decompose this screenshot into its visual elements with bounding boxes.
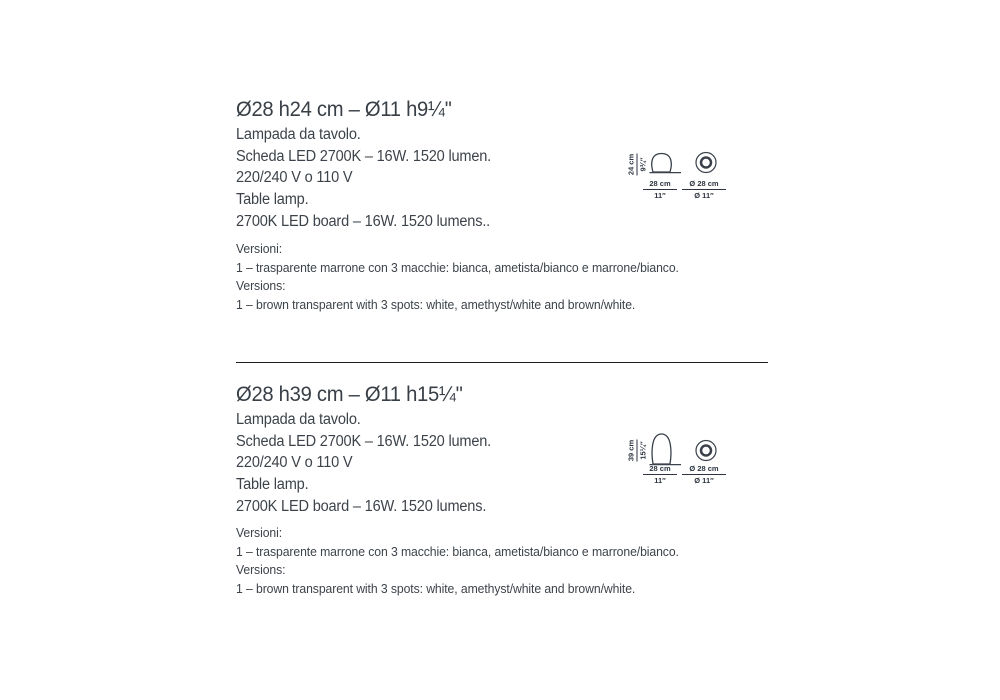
diameter-dimension-label: [682, 179, 726, 200]
variant-description: [236, 124, 491, 233]
versions-block: [236, 240, 679, 314]
versions-line: Versioni:: [236, 241, 283, 256]
height-cm-value: 24 cm: [626, 153, 636, 176]
diameter-dimension-label: [682, 464, 726, 485]
description-line: 2700K LED board – 16W. 1520 lumens.: [236, 497, 487, 515]
section-divider: [236, 362, 768, 363]
versions-line: 1 – trasparente marrone con 3 macchie: bianca, ametista/bianco e marrone/bianco.: [236, 259, 679, 275]
diameter-cm-value: Ø 28 cm: [682, 179, 726, 190]
lamp-top-view-icon: [693, 150, 719, 176]
variant-description: [236, 409, 491, 518]
diameter-in-value: Ø 11″: [694, 476, 714, 485]
diameter-in-value: Ø 11″: [694, 191, 714, 200]
description-line: Scheda LED 2700K – 16W. 1520 lumen.: [236, 432, 492, 450]
description-line: 220/240 V o 110 V: [236, 454, 353, 472]
width-in-value: 11″: [654, 476, 666, 485]
description-line: Table lamp.: [236, 476, 309, 494]
lamp-side-view-icon: [647, 429, 685, 469]
width-dimension-label: [643, 464, 677, 485]
description-line: Lampada da tavolo.: [236, 411, 361, 428]
versions-line: 1 – brown transparent with 3 spots: white, amethyst/white and brown/white.: [236, 580, 636, 596]
diameter-cm-value: Ø 28 cm: [682, 464, 726, 475]
versions-line: Versions:: [236, 562, 286, 578]
description-line: 220/240 V o 110 V: [236, 169, 353, 187]
lamp-top-view-icon: [693, 438, 719, 464]
versions-line: 1 – brown transparent with 3 spots: white, amethyst/white and brown/white.: [236, 296, 636, 312]
versions-block: [236, 524, 679, 598]
description-line: Scheda LED 2700K – 16W. 1520 lumen.: [236, 147, 492, 165]
description-line: 2700K LED board – 16W. 1520 lumens..: [236, 212, 491, 230]
width-in-value: 11″: [654, 191, 666, 200]
width-cm-value: 28 cm: [643, 464, 677, 475]
variant-title: Ø28 h39 cm – Ø11 h15¼'': [236, 382, 463, 406]
versions-line: 1 – trasparente marrone con 3 macchie: bianca, ametista/bianco e marrone/bianco.: [236, 543, 679, 559]
lamp-side-view-icon: [647, 149, 685, 177]
height-dimension-label: [627, 147, 648, 183]
width-cm-value: 28 cm: [643, 179, 677, 190]
width-dimension-label: [643, 179, 677, 200]
description-line: Lampada da tavolo.: [236, 126, 361, 143]
versions-line: Versions:: [236, 278, 286, 294]
height-in-value: 9¾″: [638, 157, 648, 172]
variant-title: Ø28 h24 cm – Ø11 h9¼'': [236, 97, 452, 121]
height-cm-value: 39 cm: [626, 439, 636, 462]
versions-line: Versioni:: [236, 525, 283, 540]
height-in-value: 15¼″: [638, 441, 648, 460]
description-line: Table lamp.: [236, 191, 309, 209]
